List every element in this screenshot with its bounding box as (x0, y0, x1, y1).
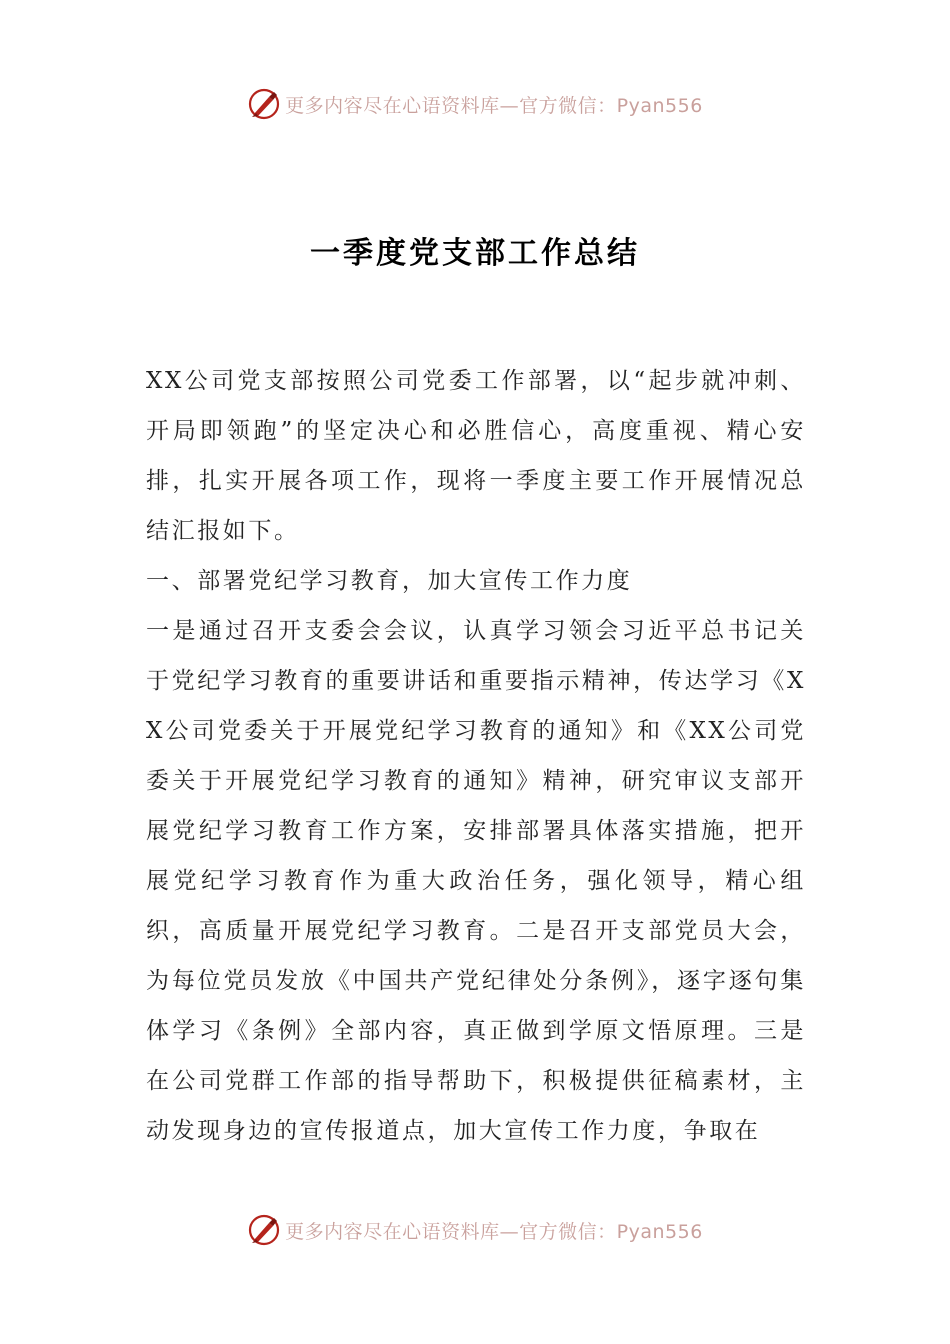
section-heading: 一、部署党纪学习教育，加大宣传工作力度 (146, 568, 633, 594)
footer-banner (0, 1208, 950, 1252)
page-title: 一季度党支部工作总结 (310, 236, 640, 271)
intro-paragraph: XX公司党支部按照公司党委工作部署，以“起步就冲刺、开局即领跑”的坚定决心和必胜信心，高度重视、精心安排，扎实开展各项工作，现将一季度主要工作开展情况总结汇报如下。 (146, 368, 806, 544)
footer-banner-account: Pyan556 (616, 1220, 703, 1243)
section-body-paragraph: 一是通过召开支委会会议，认真学习领会习近平总书记关于党纪学习教育的重要讲话和重要指示精神，传达学习《XX公司党委关于开展党纪学习教育的通知》和《XX公司党委关于开展党纪学习教育的通知》精神，研究审议支部开展党纪学习教育工作方案，安排部署具体落实措施，把开展党纪学习教育作为重大政治任务，强化领导，精心组织，高质量开展党纪学习教育。二是召开支部党员大会，为每位党员发放《中国共产党纪律处分条例》，逐字逐句集体学习《条例》全部内容，真正做到学原文悟原理。三是在公司党群工作部的指导帮助下，积极提供征稿素材，主动发现身边的宣传报道点，加大宣传工作力度，争取在 (146, 618, 806, 1144)
pen-logo-icon (247, 87, 281, 121)
pen-logo-icon (247, 1213, 281, 1247)
footer-banner-text: 更多内容尽在心语资料库—官方微信： (285, 1220, 617, 1243)
header-banner-account: Pyan556 (616, 94, 703, 117)
document-body (146, 356, 806, 1156)
header-banner-text: 更多内容尽在心语资料库—官方微信： (285, 94, 617, 117)
header-banner (0, 82, 950, 126)
